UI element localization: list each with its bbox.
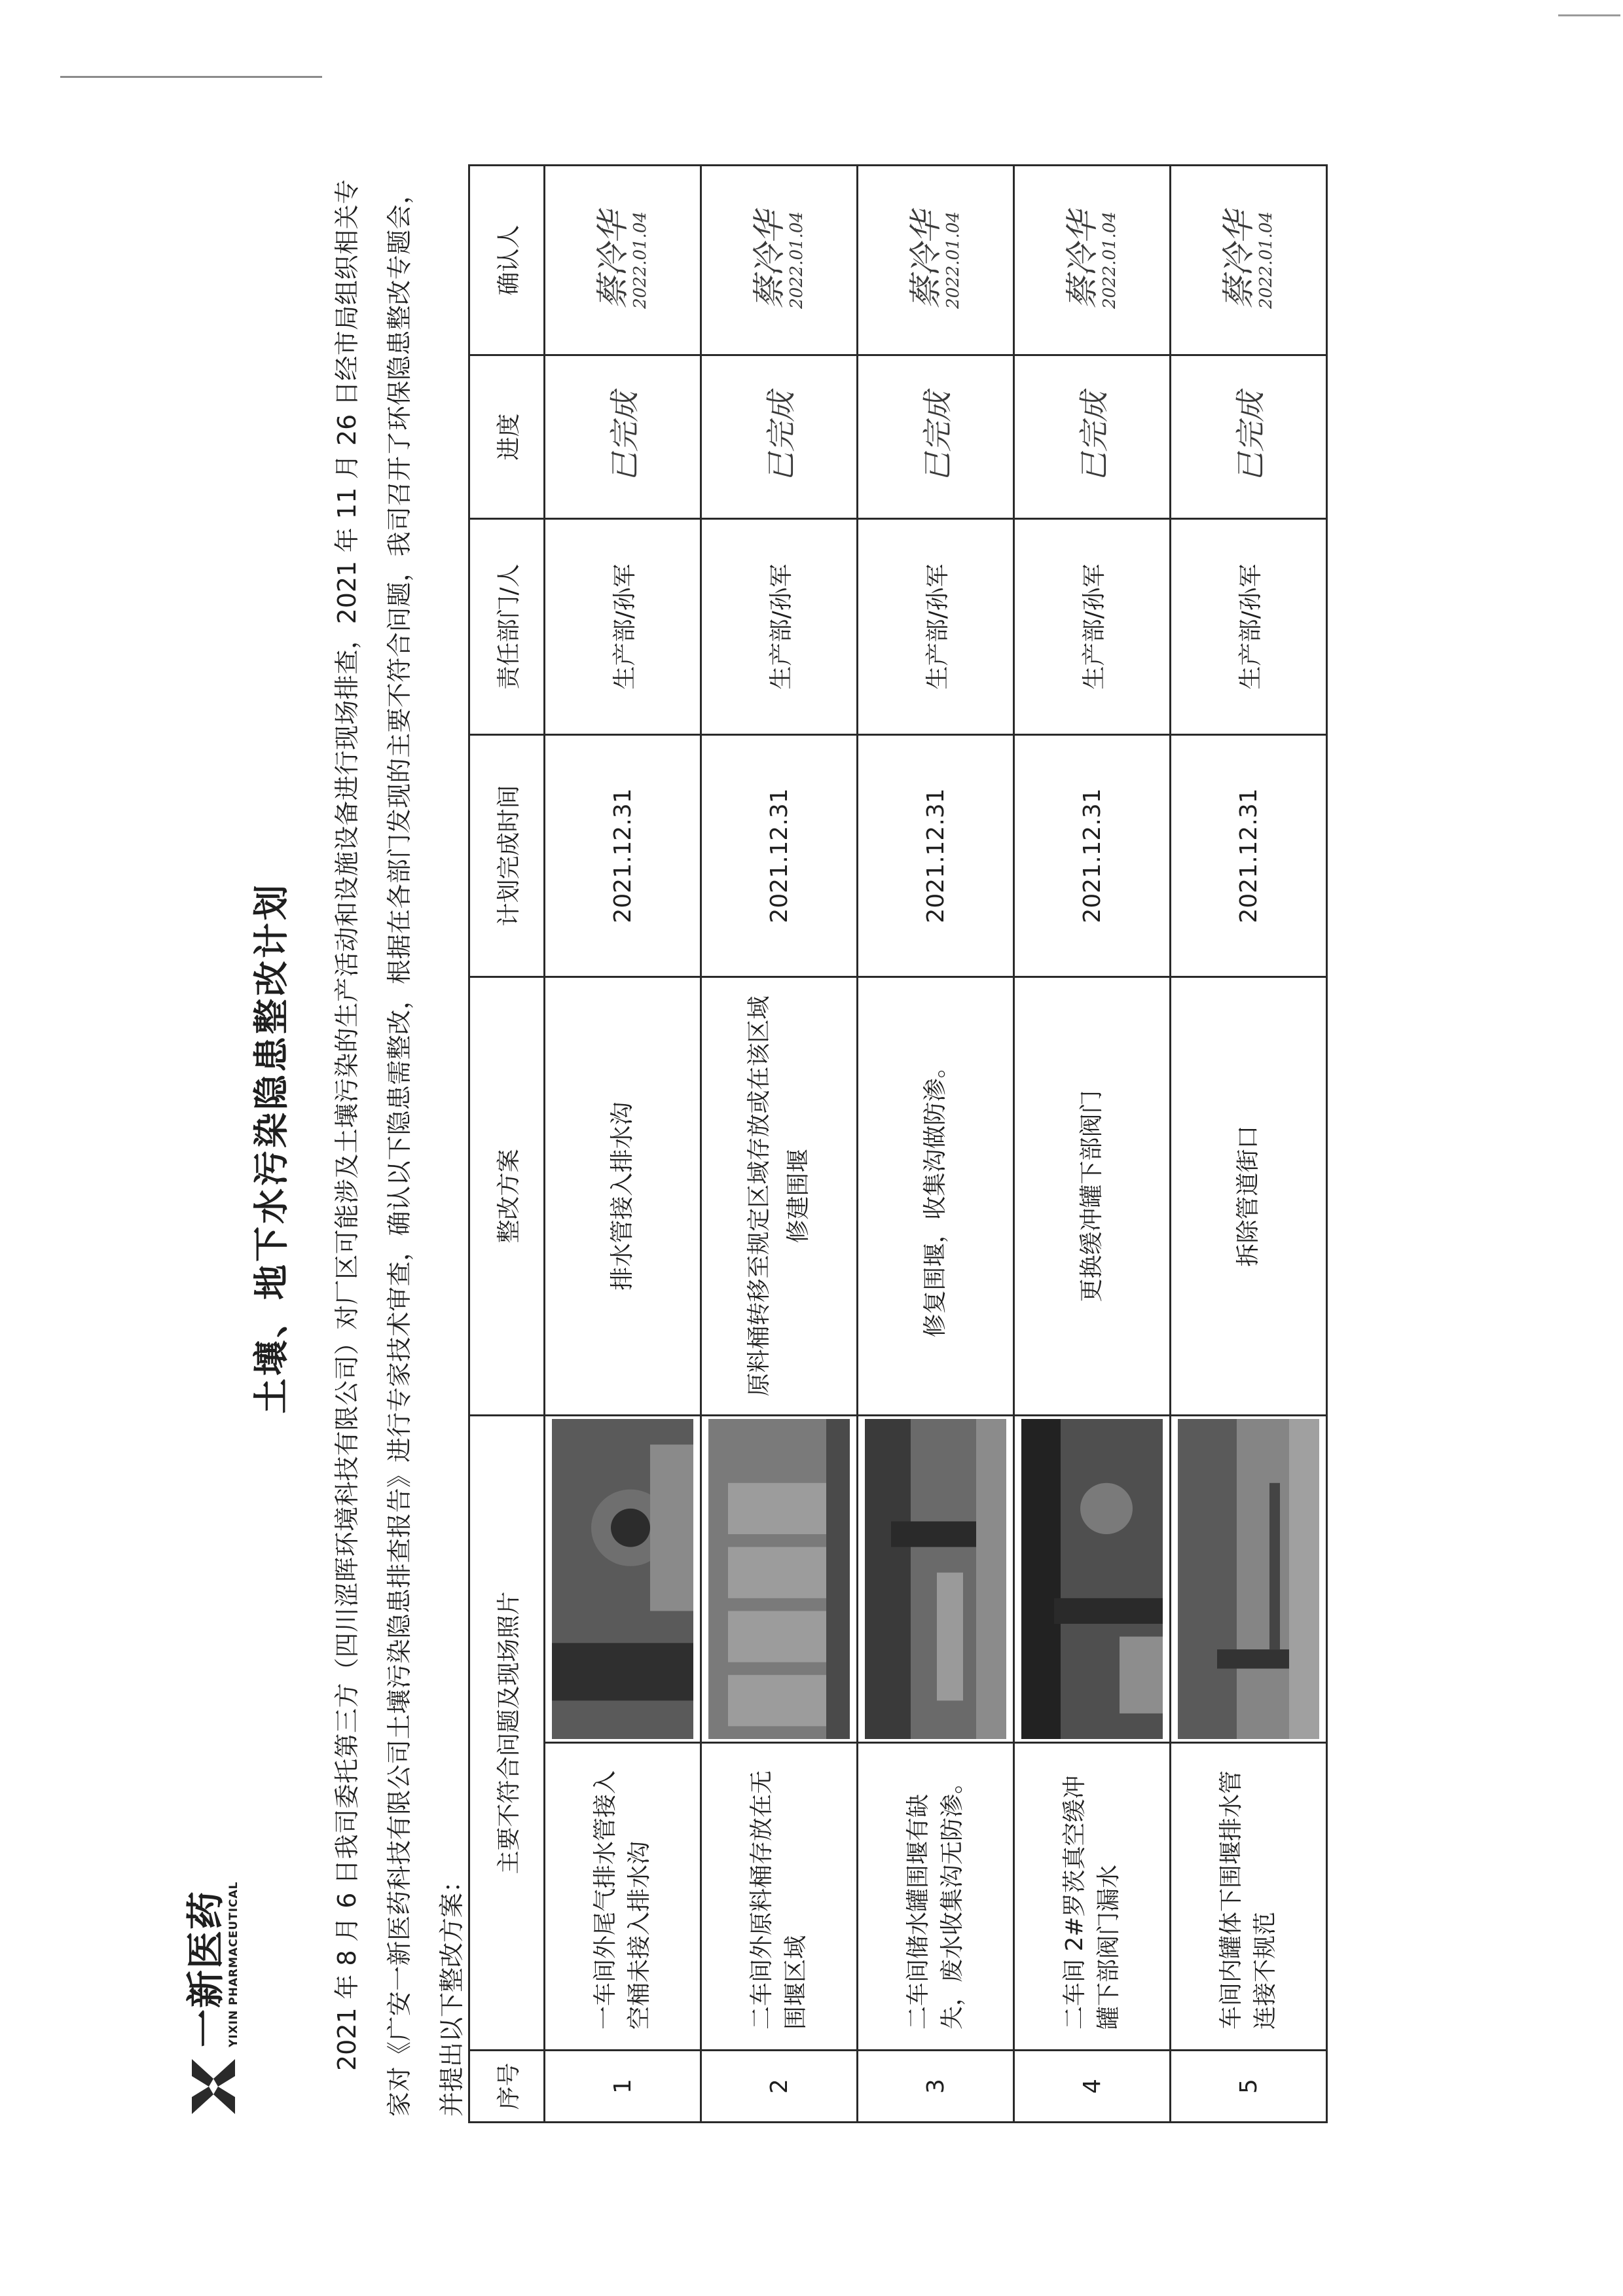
header-owner: 责任部门/人 [469,518,544,734]
confirm-signature: 蔡冷华 [1063,211,1101,310]
table-row [857,165,1013,2122]
corner-rule-line [1558,14,1620,16]
confirm-date: 2022.01.04 [630,211,650,309]
progress-handwriting: 已完成 [919,391,955,482]
row-date: 2021.12.31 [544,734,701,977]
table-header-row [469,165,544,2122]
row-site-photo [544,1415,701,1742]
row-progress [701,355,857,518]
row-number: 5 [1170,2051,1326,2123]
row-plan: 修复围堰，收集沟做防渗。 [857,977,1013,1415]
logo-name-cn: 一新医药 [183,1890,228,2047]
progress-handwriting: 已完成 [1076,391,1112,482]
confirm-signature: 蔡冷华 [1219,211,1258,310]
row-owner: 生产部/孙军 [1170,518,1326,734]
row-owner: 生产部/孙军 [857,518,1013,734]
row-site-photo [1013,1415,1170,1742]
row-issue: 一车间外尾气排水管接入空桶未接入排水沟 [544,1743,701,2051]
intro-paragraph: 2021 年 8 月 6 日我司委托第三方（四川涩晖环境科技有限公司）对厂区可能涉及土壤污染的生产活动和设施设备进行现场排查，2021 年 11 月 26 日经市局组织相关专家对《广安一新医药科技有限公司土壤污染隐患排查报告》进行专家技术审查，确认以下隐患需整改，根据在各部门发现的主要不符合问题，我司召开了环保隐患整改专题会，并提出以下整改方案： [332,179,466,2117]
table-row [701,165,857,2122]
row-site-photo [701,1415,857,1742]
rectification-table [468,164,1328,2123]
logo-mark-icon [189,2056,238,2117]
row-site-photo [857,1415,1013,1742]
row-confirm [857,165,1013,355]
row-progress [1170,355,1326,518]
confirm-date: 2022.01.04 [1256,211,1276,309]
row-progress [544,355,701,518]
header-plan: 整改方案 [469,977,544,1415]
progress-handwriting: 已完成 [1232,391,1268,482]
row-owner: 生产部/孙军 [544,518,701,734]
header-progress: 进度 [469,355,544,518]
row-issue: 二车间外原料桶存放在无围堰区域 [701,1743,857,2051]
row-date: 2021.12.31 [857,734,1013,977]
table-row [544,165,701,2122]
header-date: 计划完成时间 [469,734,544,977]
site-photo-image [708,1419,850,1739]
row-date: 2021.12.31 [701,734,857,977]
table-row [1013,165,1170,2122]
row-confirm [1013,165,1170,355]
row-plan: 原料桶转移至规定区域存放或在该区域修建围堰 [701,977,857,1415]
row-issue: 车间内罐体下围堰排水管连接不规范 [1170,1743,1326,2051]
site-photo-image [865,1419,1006,1739]
table-row [1170,165,1326,2122]
row-progress [857,355,1013,518]
confirm-signature: 蔡冷华 [593,211,632,310]
row-owner: 生产部/孙军 [701,518,857,734]
row-issue: 二车间储水罐围堰有缺失，废水收集沟无防渗。 [857,1743,1013,2051]
header-confirm: 确认人 [469,165,544,355]
row-number: 1 [544,2051,701,2123]
logo-name-en: YIXIN PHARMACEUTICAL [227,1881,240,2047]
row-confirm [1170,165,1326,355]
top-rule-line [60,76,322,78]
row-site-photo [1170,1415,1326,1742]
site-photo-image [1021,1419,1163,1739]
confirm-date: 2022.01.04 [943,211,963,309]
confirm-signature: 蔡冷华 [906,211,945,310]
row-number: 3 [857,2051,1013,2123]
confirm-date: 2022.01.04 [1099,211,1120,309]
row-plan: 更换缓冲罐下部阀门 [1013,977,1170,1415]
row-confirm [544,165,701,355]
row-date: 2021.12.31 [1013,734,1170,977]
site-photo-image [1178,1419,1319,1739]
confirm-date: 2022.01.04 [786,211,807,309]
rotated-document [124,81,1499,2215]
row-plan: 排水管接入排水沟 [544,977,701,1415]
header-no: 序号 [469,2051,544,2123]
header-issue: 主要不符合问题及现场照片 [469,1415,544,2050]
confirm-signature: 蔡冷华 [750,211,788,310]
row-issue: 二车间 2#罗茨真空缓冲罐下部阀门漏水 [1013,1743,1170,2051]
row-owner: 生产部/孙军 [1013,518,1170,734]
company-logo [183,1881,240,2117]
row-number: 4 [1013,2051,1170,2123]
row-plan: 拆除管道街口 [1170,977,1326,1415]
document-title: 土壤、地下水污染隐患整改计划 [250,882,292,1414]
progress-handwriting: 已完成 [606,391,642,482]
progress-handwriting: 已完成 [763,391,799,482]
row-progress [1013,355,1170,518]
row-number: 2 [701,2051,857,2123]
row-confirm [701,165,857,355]
row-date: 2021.12.31 [1170,734,1326,977]
site-photo-image [552,1419,693,1739]
